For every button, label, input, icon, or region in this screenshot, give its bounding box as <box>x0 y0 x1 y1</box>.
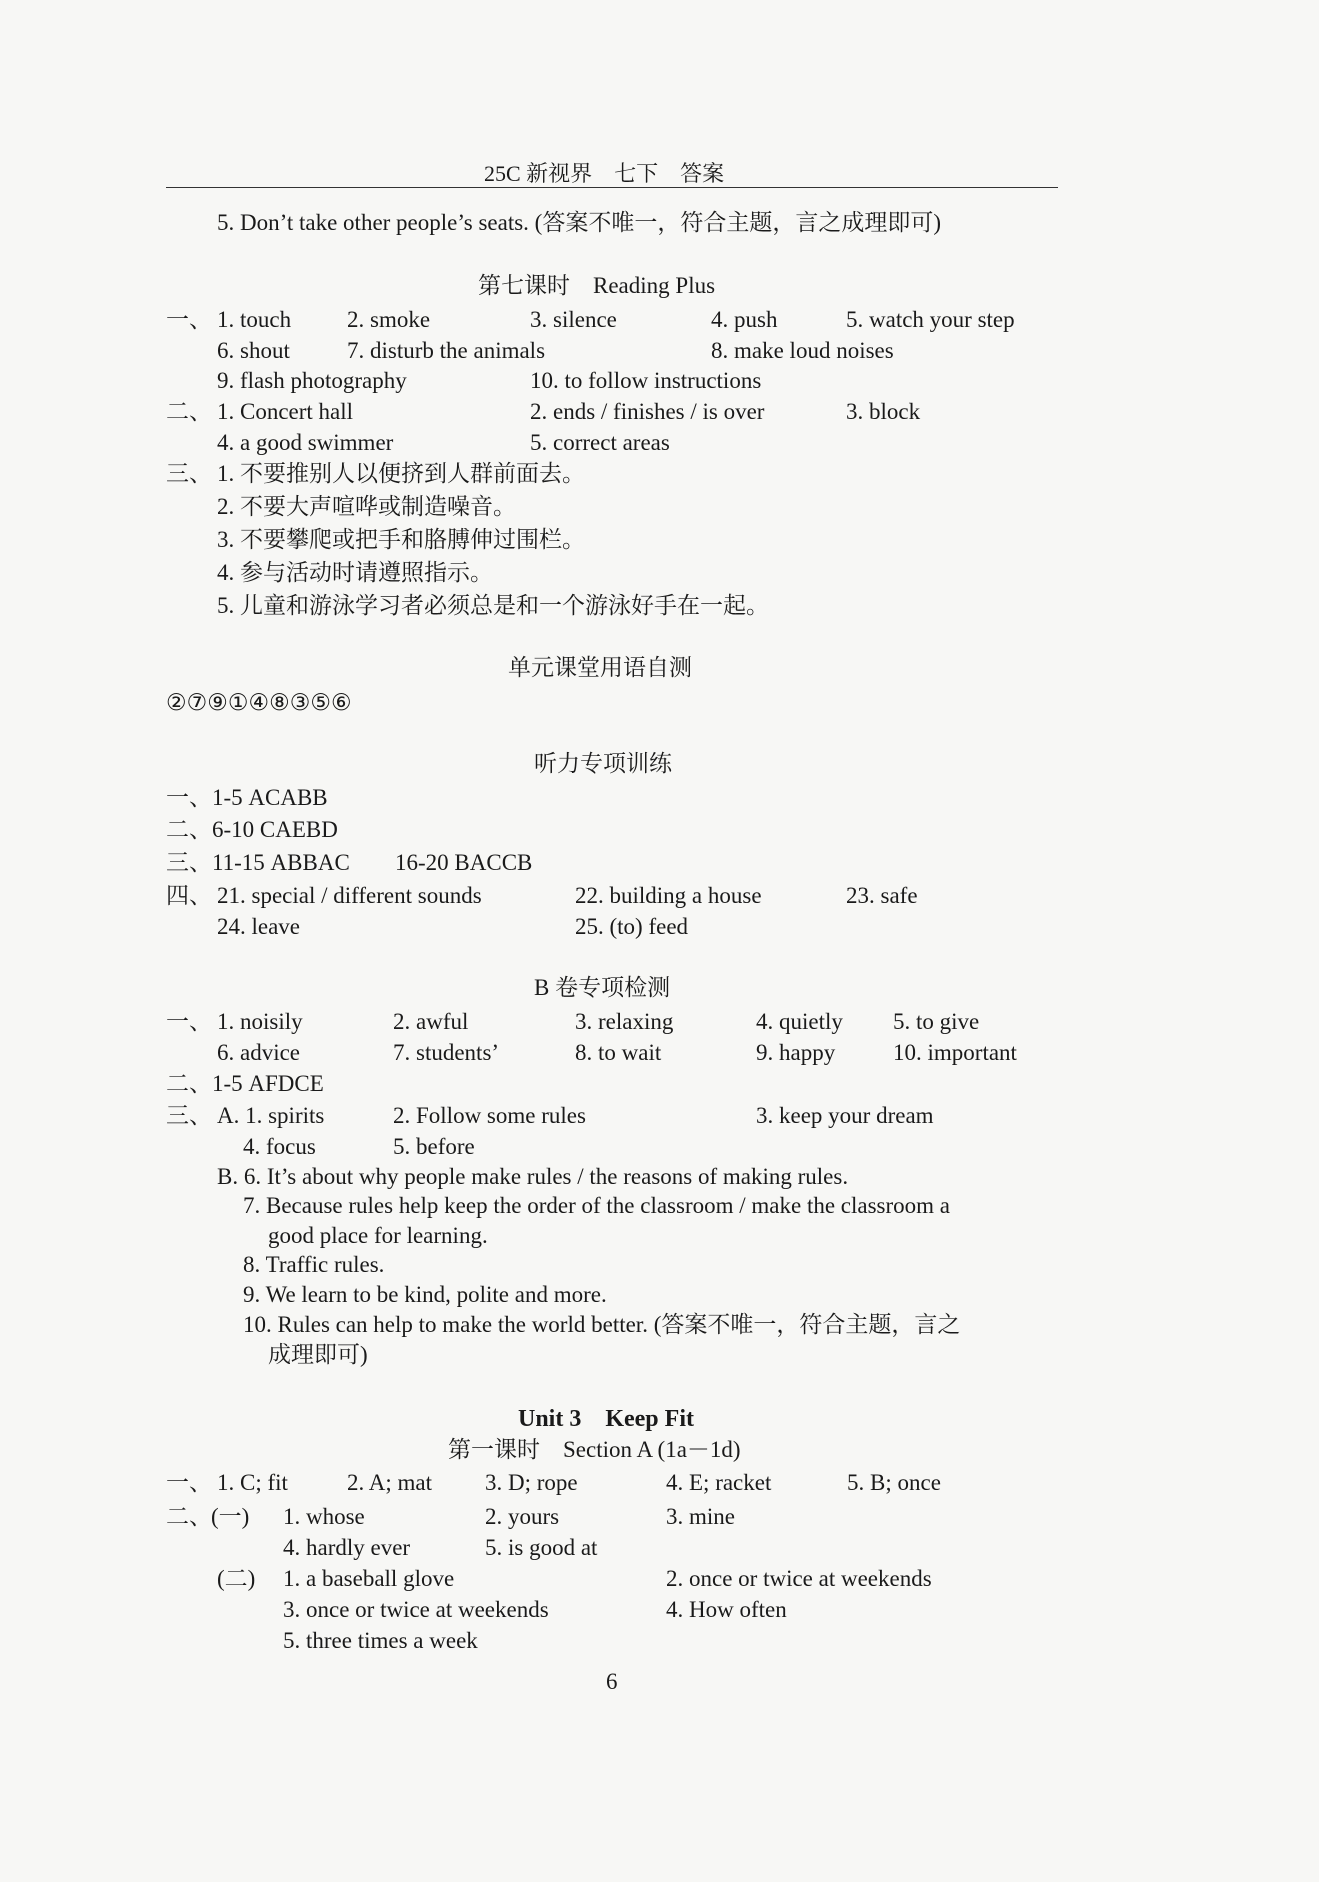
answer-item: 3. mine <box>666 1504 735 1529</box>
answer-item: 5. watch your step <box>846 307 1015 332</box>
header-rule <box>166 187 1058 188</box>
answer-item: 4. hardly ever <box>283 1535 411 1560</box>
answer-item: 2. yours <box>485 1504 560 1529</box>
answer-item: 9. flash photography <box>217 368 407 393</box>
answer-item: 2. awful <box>393 1009 469 1034</box>
answer-item: 10. important <box>893 1040 1017 1065</box>
listening-title: 听力专项训练 <box>534 751 672 776</box>
answer-item: 3. block <box>846 399 921 424</box>
answer-item: 4. push <box>711 307 778 332</box>
answer-item: 5. before <box>393 1134 475 1159</box>
answer-item: 2. once or twice at weekends <box>666 1566 932 1591</box>
answer-item: 16-20 BACCB <box>395 850 533 875</box>
answer-item: 1. C; fit <box>217 1470 288 1495</box>
page-header: 25C 新视界 七下 答案 <box>484 161 725 186</box>
answer-item: 4. E; racket <box>666 1470 772 1495</box>
top-item: 5. Don’t take other people’s seats. (答案不唯一，符合主题，言之成理即可) <box>217 210 941 235</box>
answer-item: 1. 不要推别人以便挤到人群前面去。 <box>217 461 585 486</box>
answer-item: 4. quietly <box>756 1009 843 1034</box>
unit-test-answer: ②⑦⑨①④⑧③⑤⑥ <box>166 690 352 716</box>
answer-item: 24. leave <box>217 914 301 939</box>
answer-item: 7. Because rules help keep the order of the classroom / make the classroom a <box>243 1193 951 1218</box>
answer-item: 10. to follow instructions <box>530 368 762 393</box>
answer-item: 5. 儿童和游泳学习者必须总是和一个游泳好手在一起。 <box>217 593 769 618</box>
part-mark: (一) <box>211 1504 250 1529</box>
answer-item: 9. happy <box>756 1040 836 1065</box>
answer-item: 1. whose <box>283 1504 365 1529</box>
answer-item: 21. special / different sounds <box>217 883 482 908</box>
section-mark: 三、 <box>166 461 212 486</box>
b-test-title: B 卷专项检测 <box>534 975 671 1000</box>
answer-item: A. 1. spirits <box>217 1103 325 1128</box>
answer-item: 1. Concert hall <box>217 399 354 424</box>
section-mark: 三、 <box>166 1103 212 1128</box>
answer-item: 3. relaxing <box>575 1009 674 1034</box>
answer-item: 25. (to) feed <box>575 914 689 939</box>
answer-item: 3. once or twice at weekends <box>283 1597 549 1622</box>
answer-item: 2. ends / finishes / is over <box>530 399 765 424</box>
answer-item: 5. is good at <box>485 1535 598 1560</box>
answer-item: 3. silence <box>530 307 617 332</box>
section-mark: 一、 <box>166 1470 212 1495</box>
answer-item: 1. noisily <box>217 1009 303 1034</box>
answer-item: 2. A; mat <box>347 1470 432 1495</box>
answer-item: B. 6. It’s about why people make rules / the reasons of making rules. <box>217 1164 849 1189</box>
answer-item: 6. shout <box>217 338 290 363</box>
part-mark: (二) <box>217 1566 256 1591</box>
unit-test-title: 单元课堂用语自测 <box>508 655 692 680</box>
answer-item: 成理即可) <box>268 1342 368 1367</box>
answer-item: 3. keep your dream <box>756 1103 934 1128</box>
answer-item: 8. Traffic rules. <box>243 1252 385 1277</box>
answer-item: 8. make loud noises <box>711 338 894 363</box>
answer-item: 5. three times a week <box>283 1628 478 1653</box>
page-number: 6 <box>606 1669 618 1694</box>
section-mark: 一、 <box>166 307 212 332</box>
answer-item: 8. to wait <box>575 1040 662 1065</box>
answer-item: 4. focus <box>243 1134 316 1159</box>
unit3-subtitle: 第一课时 Section A (1a－1d) <box>448 1437 741 1462</box>
answer-item: 22. building a house <box>575 883 762 908</box>
answer-item: 5. to give <box>893 1009 980 1034</box>
answer-item: 2. 不要大声喧哗或制造噪音。 <box>217 494 516 519</box>
section-mark: 四、 <box>166 883 212 908</box>
answer-item: 1. touch <box>217 307 292 332</box>
answer-item: 3. D; rope <box>485 1470 578 1495</box>
unit3-title: Unit 3 Keep Fit <box>518 1406 694 1432</box>
section-mark: 一、 <box>166 1009 212 1034</box>
answer-item: 2. smoke <box>347 307 431 332</box>
answer-item: 4. How often <box>666 1597 787 1622</box>
answer-item: 6. advice <box>217 1040 301 1065</box>
answer-item: 3. 不要攀爬或把手和胳膊伸过围栏。 <box>217 527 585 552</box>
answer-item: 三、11-15 ABBAC <box>166 850 350 875</box>
answer-item: good place for learning. <box>268 1223 488 1248</box>
answer-item: 4. a good swimmer <box>217 430 394 455</box>
answer-item: 4. 参与活动时请遵照指示。 <box>217 560 493 585</box>
answer-item: 5. correct areas <box>530 430 670 455</box>
answer-item: 9. We learn to be kind, polite and more. <box>243 1282 607 1307</box>
lesson7-title: 第七课时 Reading Plus <box>478 273 716 298</box>
answer-item: 一、1-5 ACABB <box>166 785 328 810</box>
answer-item: 2. Follow some rules <box>393 1103 586 1128</box>
section-mark: 二、 <box>166 399 212 424</box>
answer-item: 二、1-5 AFDCE <box>166 1071 324 1096</box>
answer-item: 7. students’ <box>393 1040 500 1065</box>
answer-item: 10. Rules can help to make the world better. (答案不唯一，符合主题，言之 <box>243 1312 961 1337</box>
answer-item: 5. B; once <box>847 1470 941 1495</box>
answer-item: 7. disturb the animals <box>347 338 546 363</box>
answer-item: 23. safe <box>846 883 918 908</box>
answer-item: 1. a baseball glove <box>283 1566 455 1591</box>
section-mark: 二、 <box>166 1504 212 1529</box>
answer-item: 二、6-10 CAEBD <box>166 817 338 842</box>
